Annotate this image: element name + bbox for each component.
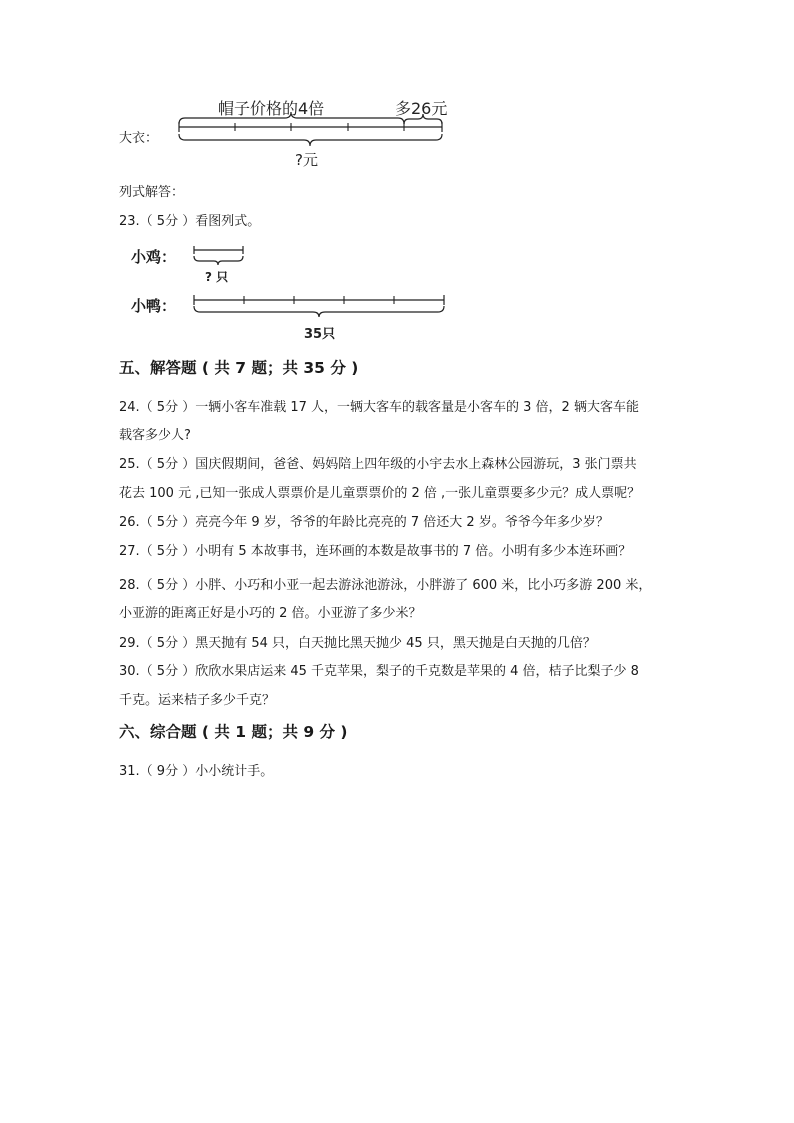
coat-bottom-annotation: ?元	[295, 151, 318, 169]
coat-row-label: 大衣：	[119, 131, 159, 146]
duck-value: 35只	[304, 327, 336, 342]
q23-figure	[128, 240, 458, 345]
q30-line-1: 30.（ 5分 ）欣欣水果店运来 45 千克苹果，梨子的千克数是苹果的 4 倍，桔子比梨子少 8	[119, 664, 639, 679]
q24-line-2: 载客多少人?	[119, 428, 191, 443]
q29-text: 29.（ 5分 ）黑天抛有 54 只，白天抛比黑天抛少 45 只，黑天抛是白天抛的几倍？	[119, 636, 596, 651]
coat-bar-diagram	[115, 92, 475, 172]
chick-label: 小鸡：	[131, 248, 177, 266]
q31-text: 31.（ 9分 ）小小统计手。	[119, 764, 274, 779]
q30-line-2: 千克。运来桔子多少千克？	[119, 693, 276, 708]
q26-text: 26.（ 5分 ）亮亮今年 9 岁，爷爷的年龄比亮亮的 7 倍还大 2 岁。爷爷今年多少岁？	[119, 515, 609, 530]
q25-line-2: 花去 100 元 ,已知一张成人票票价是儿童票票价的 2 倍 ,一张儿童票要多少元？成人票呢？	[119, 486, 641, 501]
q24-line-1: 24.（ 5分 ）一辆小客车准载 17 人，一辆大客车的载客量是小客车的 3 倍，2 辆大客车能	[119, 400, 639, 415]
coat-top-annotation-a: 帽子价格的4倍	[218, 99, 325, 118]
q23-text: 23.（ 5分 ）看图列式。	[119, 214, 261, 229]
answer-prompt: 列式解答：	[119, 185, 185, 200]
q28-line-2: 小亚游的距离正好是小巧的 2 倍。小亚游了多少米？	[119, 606, 422, 621]
coat-figure	[115, 92, 475, 172]
coat-top-annotation-b: 多26元	[395, 99, 448, 118]
duck-label: 小鸭：	[131, 297, 177, 315]
q27-text: 27.（ 5分 ）小明有 5 本故事书，连环画的本数是故事书的 7 倍。小明有多少本连环画？	[119, 544, 632, 559]
section-5-title: 五、解答题 ( 共 7 题；共 35 分 )	[119, 359, 359, 377]
q23-bar-diagram	[128, 240, 458, 345]
section-6-title: 六、综合题 ( 共 1 题；共 9 分 )	[119, 723, 348, 741]
q25-line-1: 25.（ 5分 ）国庆假期间，爸爸、妈妈陪上四年级的小宇去水上森林公园游玩，3 张门票共	[119, 457, 637, 472]
q28-line-1: 28.（ 5分 ）小胖、小巧和小亚一起去游泳池游泳，小胖游了 600 米，比小巧多游 200 米，	[119, 578, 652, 593]
chick-value: ? 只	[205, 270, 229, 284]
